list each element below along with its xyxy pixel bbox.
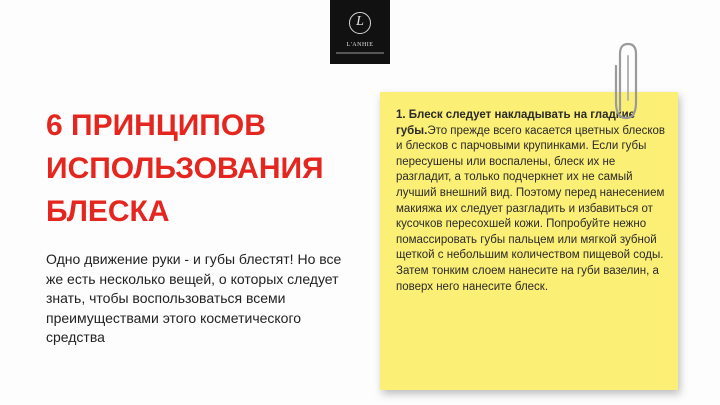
brand-logo (330, 0, 390, 64)
intro-paragraph: Одно движение руки - и губы блестят! Но все же есть несколько вещей, о которых следует знать, чтобы воспользоваться всеми преимуществами этого косметического средства (46, 251, 342, 345)
logo-underline (336, 52, 384, 54)
note-body: Это прежде всего касается цветных блесков и блесков с парчовыми крупинками. Если губы пересушены или воспалены, блеск их не разгладит, а только подчеркнет их не самый лучший внешний вид. Поэтому перед нанесением макияжа их следует разгладить и избавиться от кусочков пересохшей кожи. Попробуйте нежно помассировать губы пальцем или мягкой зубной щеткой с небольшим количеством пищевой соды. Затем тонким слоем нанесите на губи вазелин, а поверх него нанесите блеск. (396, 124, 665, 293)
slide-title (46, 104, 356, 233)
logo-text: L'ANHIE (346, 42, 374, 48)
title-line-2: ИСПОЛЬЗОВАНИЯ (46, 152, 324, 185)
note-heading: 1. Блеск следует накладывать на гладкие губы. (396, 109, 636, 137)
logo-emblem-icon: L (349, 12, 371, 34)
title-line-1: 6 ПРИНЦИПОВ (46, 109, 266, 142)
paperclip-icon (608, 40, 644, 124)
sticky-note-text (396, 108, 666, 295)
title-line-3: БЛЕСКА (46, 195, 170, 228)
